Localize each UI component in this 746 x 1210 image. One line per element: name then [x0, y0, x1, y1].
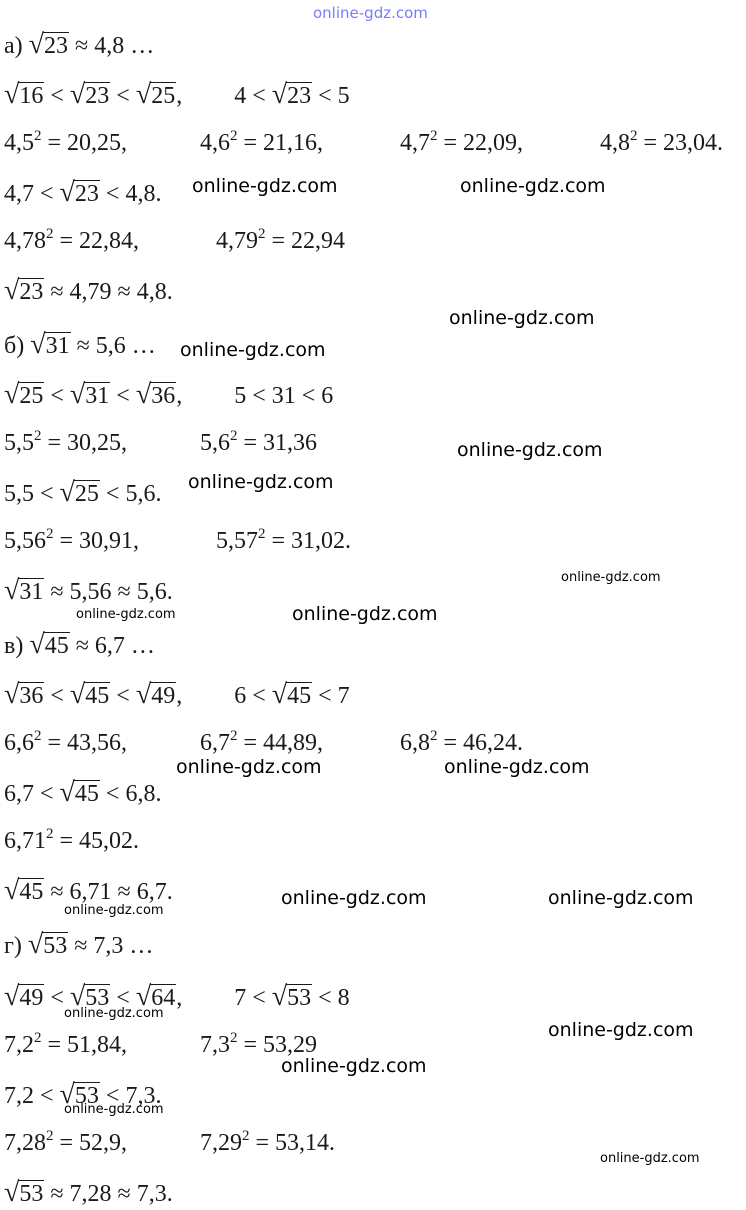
sqrt-radical: √45	[59, 777, 99, 808]
watermark: online-gdz.com	[460, 175, 606, 197]
watermark: online-gdz.com	[548, 1019, 694, 1041]
part-a-label: а)	[4, 33, 23, 59]
sqrt-radical: √64	[135, 981, 176, 1012]
sqrt-radical: √53	[27, 929, 68, 960]
part-c-interval-line: 6,7 < √45 < 6,8.	[4, 777, 162, 808]
sqrt-radical: √45	[69, 679, 110, 710]
sqrt-radical: √25	[4, 379, 44, 410]
watermark: online-gdz.com	[281, 1055, 427, 1077]
part-b-bounds-line: √25 < √31 < √36, 5 < 31 < 6	[4, 379, 334, 410]
part-d-label: г)	[4, 933, 22, 959]
sqrt-radical: √49	[135, 679, 176, 710]
header-watermark: online-gdz.com	[313, 4, 428, 22]
part-b-refine-line: $5,56^2 = 30,91$, $5,57^2 = 31,02$.	[4, 526, 352, 554]
part-d-approx-line: г) √53 ≈ 7,3 …	[4, 929, 154, 960]
sqrt-radical: √23	[4, 275, 44, 306]
watermark: online-gdz.com	[64, 1006, 164, 1021]
watermark: online-gdz.com	[449, 307, 595, 329]
watermark: online-gdz.com	[64, 1102, 164, 1117]
part-c-label: в)	[4, 633, 24, 659]
sqrt-radical: √36	[135, 379, 176, 410]
sqrt-radical: √45	[29, 629, 69, 660]
part-b-squares-line: $5,5^2 = 30,25$, $5,6^2 = 31,36$	[4, 428, 318, 456]
sqrt-radical: √53	[271, 981, 312, 1012]
watermark: online-gdz.com	[292, 603, 438, 625]
sqrt-radical: √23	[69, 79, 110, 110]
sqrt-radical: √53	[4, 1177, 44, 1208]
sqrt-radical: √31	[30, 329, 70, 360]
part-c-refine-line: $6,71^2 = 45,02$.	[4, 826, 140, 854]
watermark: online-gdz.com	[192, 175, 338, 197]
sqrt-radical: √23	[28, 29, 69, 60]
part-c-squares-line: $6,6^2 = 43,56$, $6,7^2 = 44,89$, $6,8^2 = 46,24$.	[4, 728, 524, 756]
part-d-bounds-line: √49 < √53 < √64, 7 < √53 < 8	[4, 981, 350, 1012]
watermark: online-gdz.com	[548, 887, 694, 909]
part-c-result-line: √45 ≈ 6,71 ≈ 6,7.	[4, 875, 173, 906]
part-a-squares-line: $4,5^2 = 20,25$, $4,6^2 = 21,16$, $4,7^2 = 22,09$, $4,8^2 = 23,04$.	[4, 128, 724, 156]
watermark: online-gdz.com	[180, 339, 326, 361]
part-d-interval-line: 7,2 < √53 < 7,3.	[4, 1079, 162, 1110]
sqrt-radical: √53	[59, 1079, 99, 1110]
part-c-bounds-line: √36 < √45 < √49, 6 < √45 < 7	[4, 679, 350, 710]
sqrt-radical: √23	[59, 177, 99, 208]
sqrt-radical: √45	[271, 679, 312, 710]
sqrt-radical: √23	[271, 79, 312, 110]
watermark: online-gdz.com	[64, 903, 164, 918]
watermark: online-gdz.com	[444, 756, 590, 778]
watermark: online-gdz.com	[561, 570, 661, 585]
part-d-refine-line: $7,28^2 = 52,9$, $7,29^2 = 53,14$.	[4, 1128, 336, 1156]
watermark: online-gdz.com	[188, 471, 334, 493]
part-a-interval-line: 4,7 < √23 < 4,8.	[4, 177, 162, 208]
watermark: online-gdz.com	[600, 1151, 700, 1166]
watermark: online-gdz.com	[281, 887, 427, 909]
sqrt-radical: √25	[59, 477, 99, 508]
part-b-approx-line: б) √31 ≈ 5,6 …	[4, 329, 156, 360]
sqrt-radical: √16	[4, 79, 44, 110]
watermark: online-gdz.com	[76, 607, 176, 622]
watermark: online-gdz.com	[457, 439, 603, 461]
part-c-approx-line: в) √45 ≈ 6,7 …	[4, 629, 155, 660]
part-b-result-line: √31 ≈ 5,56 ≈ 5,6.	[4, 575, 173, 606]
sqrt-radical: √53	[69, 981, 110, 1012]
sqrt-radical: √45	[4, 875, 44, 906]
watermark: online-gdz.com	[176, 756, 322, 778]
sqrt-radical: √49	[4, 981, 44, 1012]
part-d-squares-line: $7,2^2 = 51,84$, $7,3^2 = 53,29$	[4, 1030, 318, 1058]
part-a-bounds-line: √16 < √23 < √25, 4 < √23 < 5	[4, 79, 350, 110]
part-b-interval-line: 5,5 < √25 < 5,6.	[4, 477, 162, 508]
sqrt-radical: √31	[69, 379, 110, 410]
part-a-approx-line: а) √23 ≈ 4,8 …	[4, 29, 155, 60]
part-a-refine-line: $4,78^2 = 22,84$, $4,79^2 = 22,94$	[4, 226, 346, 254]
sqrt-radical: √36	[4, 679, 44, 710]
part-b-label: б)	[4, 333, 25, 359]
part-d-result-line: √53 ≈ 7,28 ≈ 7,3.	[4, 1177, 173, 1208]
part-a-result-line: √23 ≈ 4,79 ≈ 4,8.	[4, 275, 173, 306]
sqrt-radical: √31	[4, 575, 44, 606]
sqrt-radical: √25	[135, 79, 176, 110]
